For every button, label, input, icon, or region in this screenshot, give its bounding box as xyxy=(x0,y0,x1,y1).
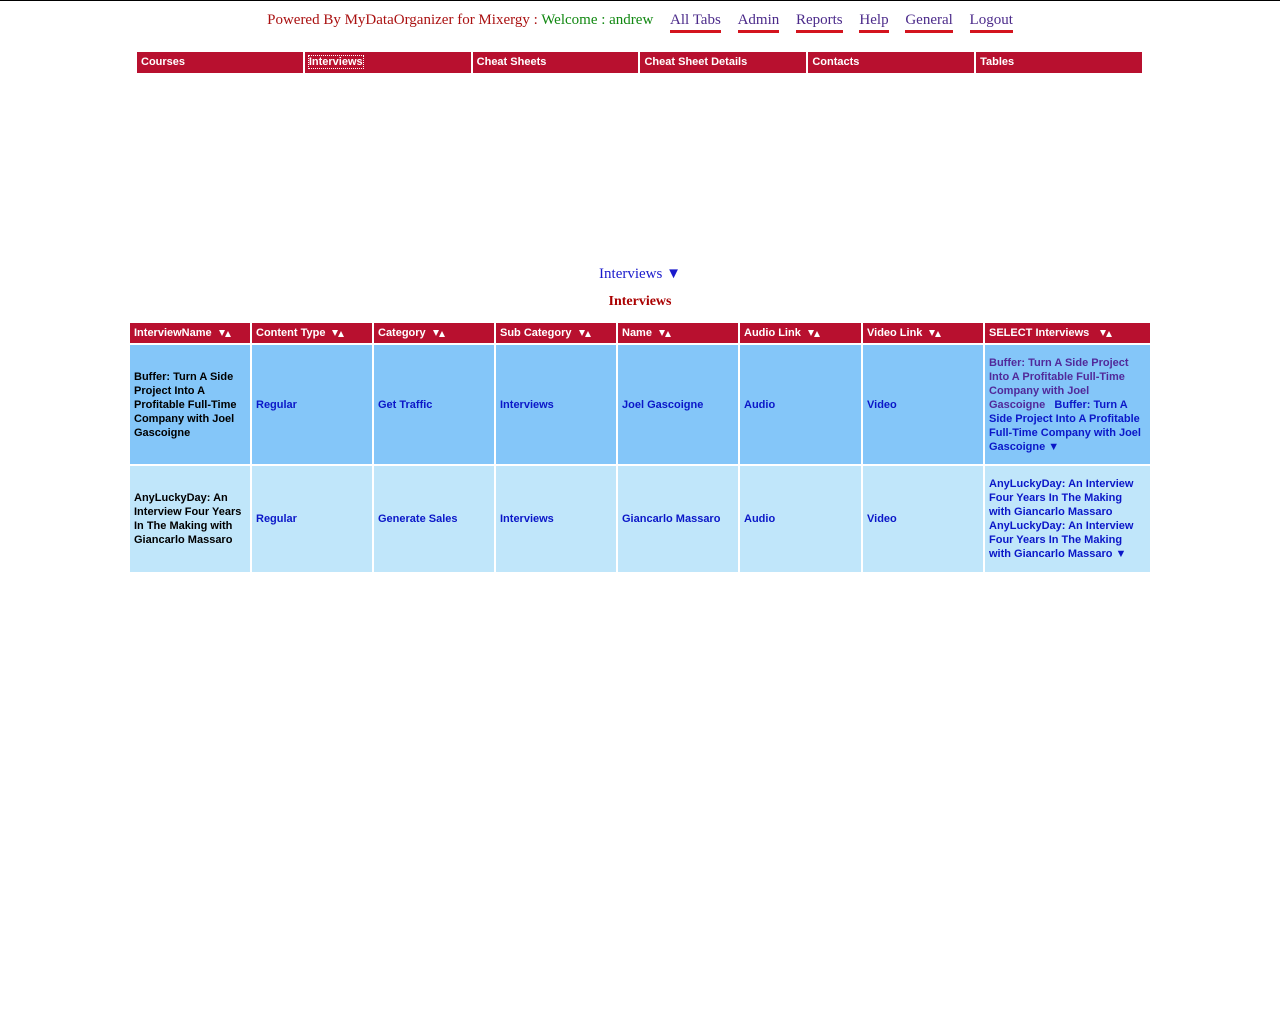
select-interviews-cell xyxy=(985,345,1150,464)
table-title: Interviews xyxy=(608,294,672,309)
column-label: Sub Category xyxy=(500,327,572,339)
sort-icon[interactable] xyxy=(578,329,592,338)
column-label: Audio Link xyxy=(744,327,801,339)
column-header-name[interactable] xyxy=(618,323,738,343)
column-label: Content Type xyxy=(256,327,326,339)
video-cell xyxy=(863,466,983,572)
sub-category-cell xyxy=(496,466,616,572)
tab-label: Cheat Sheets xyxy=(476,56,547,68)
video-cell xyxy=(863,345,983,464)
sub-category-cell xyxy=(496,345,616,464)
tab-cheat-sheets[interactable] xyxy=(473,52,639,73)
column-header-sub-category[interactable] xyxy=(496,323,616,343)
name-link[interactable]: Giancarlo Massaro xyxy=(622,513,721,525)
reports-link[interactable]: Reports xyxy=(796,11,843,33)
general-link[interactable]: General xyxy=(905,11,952,33)
logout-link[interactable]: Logout xyxy=(970,11,1013,33)
category-cell xyxy=(374,466,494,572)
tab-bar xyxy=(137,52,1142,73)
name-link[interactable]: Joel Gascoigne xyxy=(622,398,704,411)
all-tabs-link[interactable]: All Tabs xyxy=(670,11,721,33)
content-type-cell xyxy=(252,345,372,464)
top-bar xyxy=(0,11,1280,33)
help-link[interactable]: Help xyxy=(859,11,888,33)
column-header-select-interviews[interactable] xyxy=(985,323,1150,343)
interview-name-cell: Buffer: Turn A Side Project Into A Profitable Full-Time Company with Joel Gascoigne xyxy=(130,345,250,464)
select-interview-link[interactable]: AnyLuckyDay: An Interview Four Years In The Making with Giancarlo Massaro xyxy=(989,478,1134,518)
admin-link[interactable]: Admin xyxy=(738,11,780,33)
column-header-category[interactable] xyxy=(374,323,494,343)
column-label: SELECT Interviews xyxy=(989,327,1090,339)
interview-name-cell: AnyLuckyDay: An Interview Four Years In The Making with Giancarlo Massaro xyxy=(130,466,250,572)
sub-category-link[interactable]: Interviews xyxy=(500,398,554,411)
column-label: InterviewName xyxy=(134,327,212,339)
column-header-content-type[interactable] xyxy=(252,323,372,343)
sort-icon[interactable] xyxy=(218,329,232,338)
audio-link[interactable]: Audio xyxy=(744,513,776,525)
table-row xyxy=(130,345,1150,464)
welcome-text: Welcome : andrew xyxy=(541,12,654,28)
tab-cheat-sheet-details[interactable] xyxy=(640,52,806,73)
content-type-link[interactable]: Regular xyxy=(256,398,297,411)
header-row xyxy=(130,323,1150,343)
audio-link[interactable]: Audio xyxy=(744,398,776,411)
select-interview-dropdown[interactable]: Buffer: Turn A Side Project Into A Profitable Full-Time Company with Joel Gascoigne ▼ xyxy=(989,398,1141,453)
sort-icon[interactable] xyxy=(331,329,345,338)
column-label: Name xyxy=(622,327,652,339)
sort-icon[interactable] xyxy=(1099,329,1113,338)
column-header-video-link[interactable] xyxy=(863,323,983,343)
content-type-link[interactable]: Regular xyxy=(256,513,297,525)
video-link[interactable]: Video xyxy=(867,398,897,411)
select-interviews-cell xyxy=(985,466,1150,572)
tab-courses[interactable] xyxy=(137,52,303,73)
sort-icon[interactable] xyxy=(432,329,446,338)
view-selector-dropdown[interactable]: Interviews ▼ xyxy=(599,266,681,282)
sub-category-link[interactable]: Interviews xyxy=(500,513,554,525)
sort-icon[interactable] xyxy=(658,329,672,338)
tab-tables[interactable] xyxy=(976,52,1142,73)
content-type-cell xyxy=(252,466,372,572)
column-header-audio-link[interactable] xyxy=(740,323,861,343)
table-row xyxy=(130,466,1150,572)
category-link[interactable]: Get Traffic xyxy=(378,398,433,411)
name-cell xyxy=(618,466,738,572)
category-link[interactable]: Generate Sales xyxy=(378,513,458,525)
powered-by-text: Powered By MyDataOrganizer for Mixergy : xyxy=(267,12,542,28)
tab-contacts[interactable] xyxy=(808,52,974,73)
column-header-interview-name[interactable] xyxy=(130,323,250,343)
tab-label: Contacts xyxy=(812,56,860,68)
category-cell xyxy=(374,345,494,464)
audio-cell xyxy=(740,345,861,464)
tab-label: Tables xyxy=(980,56,1015,68)
tab-label: Cheat Sheet Details xyxy=(644,56,748,68)
tab-interviews[interactable] xyxy=(305,52,471,73)
tab-label: Courses xyxy=(141,56,186,68)
sort-icon[interactable] xyxy=(928,329,942,338)
audio-cell xyxy=(740,466,861,572)
tab-label: Interviews xyxy=(308,56,363,68)
select-interview-link[interactable]: Buffer: Turn A Side Project Into A Profitable Full-Time Company with Joel Gascoigne xyxy=(989,356,1129,411)
sort-icon[interactable] xyxy=(807,329,821,338)
interviews-table xyxy=(128,321,1152,574)
column-label: Video Link xyxy=(867,327,923,339)
video-link[interactable]: Video xyxy=(867,513,897,525)
select-interview-dropdown[interactable]: AnyLuckyDay: An Interview Four Years In The Making with Giancarlo Massaro ▼ xyxy=(989,520,1134,560)
column-label: Category xyxy=(378,327,426,339)
name-cell xyxy=(618,345,738,464)
